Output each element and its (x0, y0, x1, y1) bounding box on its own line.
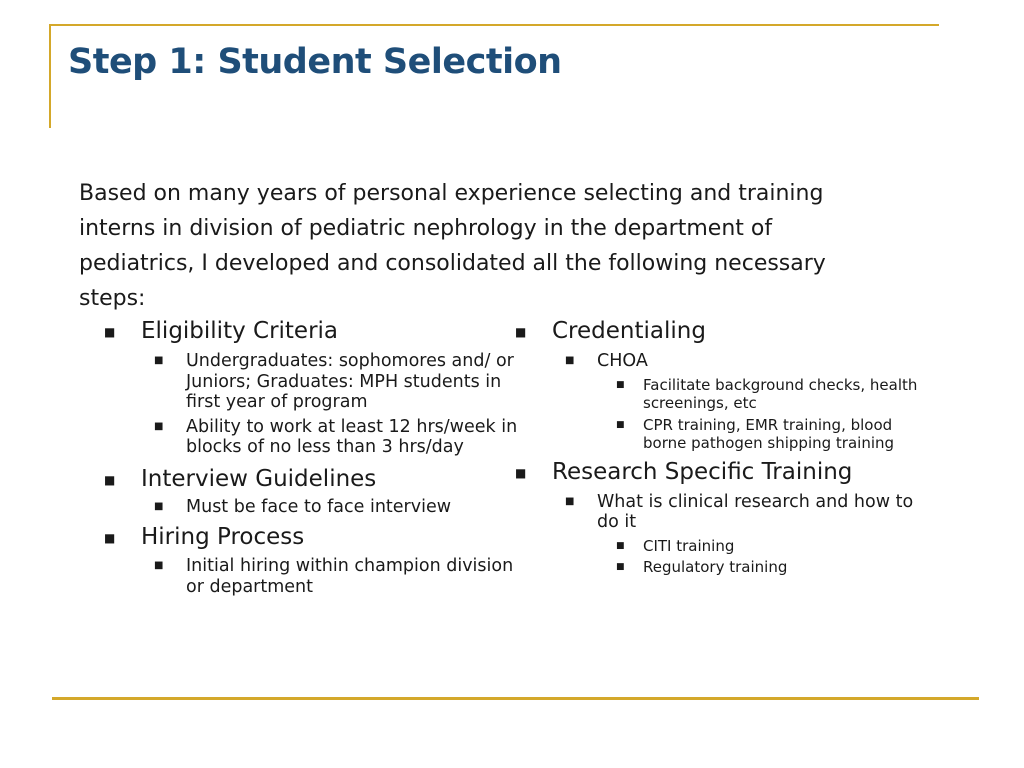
interview-guidelines-heading (104, 464, 524, 495)
hiring-process-heading (104, 522, 524, 553)
left-column (104, 316, 527, 597)
eligibility-item (104, 417, 531, 458)
choa-subitem-text: Facilitate background checks, health screenings, etc (643, 375, 918, 412)
square-bullet-icon: ■ (154, 355, 164, 366)
right-column (515, 316, 935, 577)
credentialing-label: Credentialing (552, 318, 706, 344)
square-bullet-icon: ■ (515, 325, 527, 339)
research-subitem-text: Regulatory training (643, 558, 788, 576)
choa-subitem (515, 376, 943, 413)
intro-paragraph: Based on many years of personal experience selecting and training interns in division of pediatric nephrology in the department of pediatrics, I developed and consolidated all the following necessary steps: (79, 181, 826, 311)
choa-label: CHOA (597, 351, 648, 371)
square-bullet-icon: ■ (104, 472, 116, 487)
choa-item (515, 351, 935, 372)
research-training-label: Research Specific Training (552, 458, 853, 485)
research-subitem (515, 537, 935, 556)
choa-subitem-text: CPR training, EMR training, blood borne pathogen shipping training (643, 415, 895, 452)
eligibility-item (104, 351, 531, 413)
footer-rule (52, 697, 979, 700)
square-bullet-icon: ■ (565, 355, 575, 366)
eligibility-criteria-heading (104, 316, 527, 347)
slide-title: Step 1: Student Selection (68, 42, 562, 82)
frame-left-rule (49, 24, 51, 128)
square-bullet-icon: ■ (616, 540, 625, 551)
research-subitem (515, 558, 935, 577)
hiring-item (104, 556, 531, 597)
clinical-research-item (515, 492, 922, 533)
research-training-heading (515, 457, 935, 488)
choa-subitem (515, 416, 933, 453)
square-bullet-icon: ■ (104, 325, 116, 339)
eligibility-item-text: Ability to work at least 12 hrs/week in blocks of no less than 3 hrs/day (186, 416, 518, 457)
interview-item (104, 497, 531, 518)
eligibility-criteria-label: Eligibility Criteria (141, 318, 339, 344)
research-subitem-text: CITI training (643, 536, 735, 555)
square-bullet-icon: ■ (515, 465, 527, 480)
square-bullet-icon: ■ (104, 531, 116, 545)
clinical-research-label: What is clinical research and how to do it (597, 491, 914, 532)
square-bullet-icon: ■ (154, 500, 164, 512)
square-bullet-icon: ■ (616, 562, 625, 572)
square-bullet-icon: ■ (616, 379, 625, 390)
interview-guidelines-label: Interview Guidelines (141, 465, 377, 492)
square-bullet-icon: ■ (154, 420, 164, 432)
hiring-item-text: Initial hiring within champion division or department (186, 556, 514, 597)
square-bullet-icon: ■ (616, 419, 625, 430)
hiring-process-label: Hiring Process (141, 524, 305, 550)
frame-top-rule (50, 24, 939, 26)
square-bullet-icon: ■ (565, 495, 575, 507)
square-bullet-icon: ■ (154, 560, 164, 571)
eligibility-item-text: Undergraduates: sophomores and/ or Juniors; Graduates: MPH students in first year of program (186, 351, 514, 412)
credentialing-heading (515, 316, 935, 347)
interview-item-text: Must be face to face interview (186, 496, 452, 517)
